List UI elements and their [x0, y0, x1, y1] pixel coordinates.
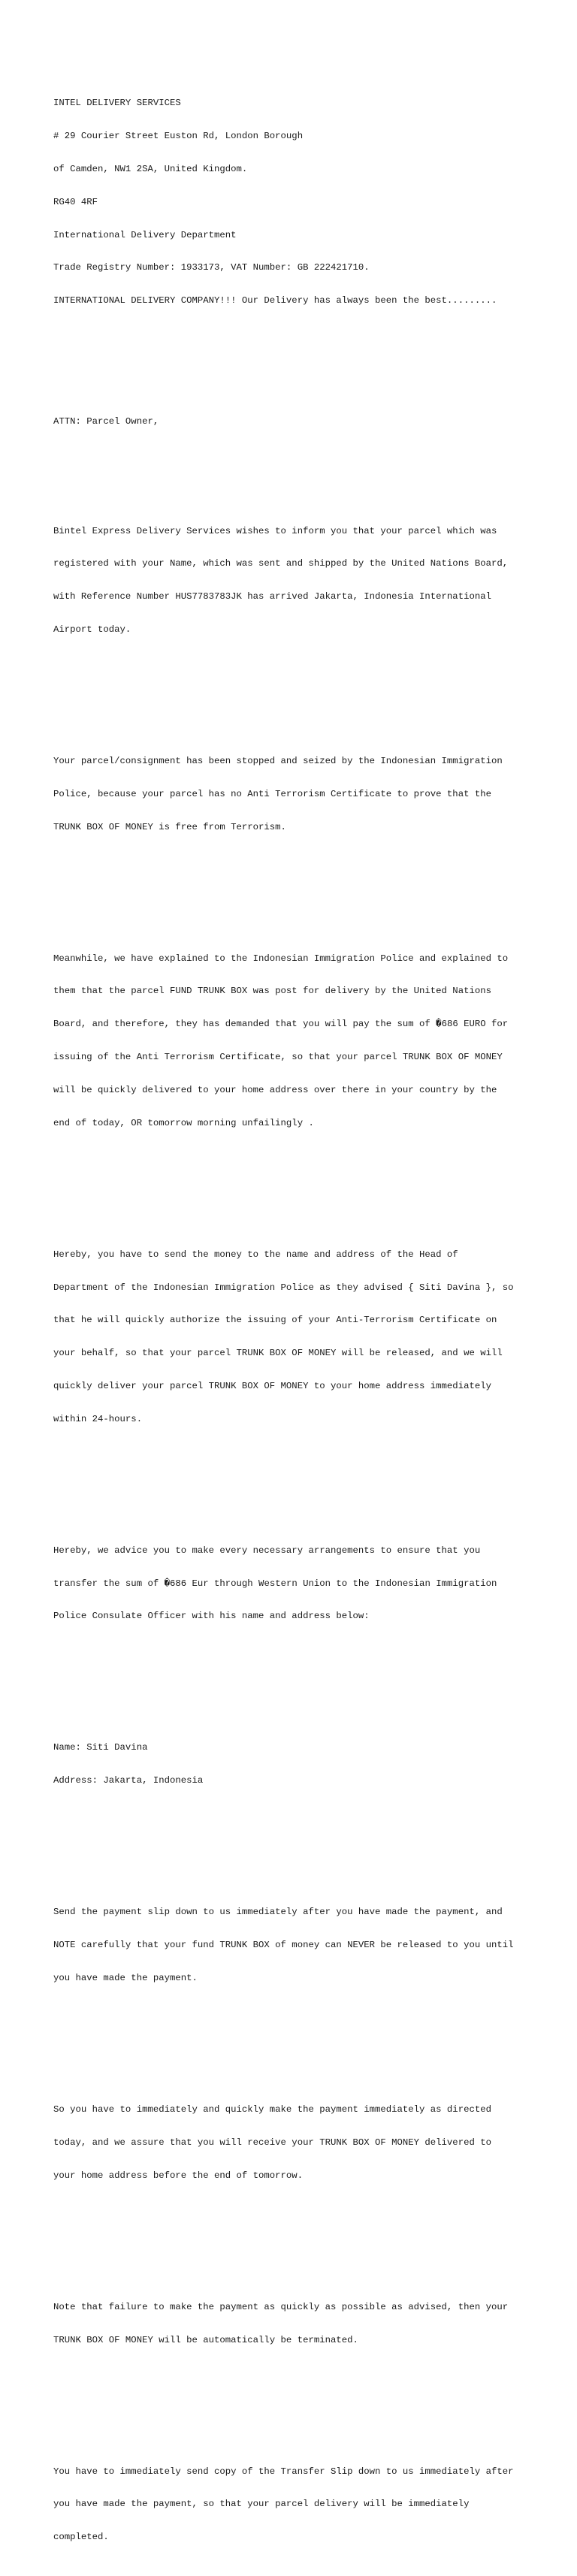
paragraph-line: Your parcel/consignment has been stopped and seized by the Indonesian Immigration: [53, 756, 503, 766]
paragraph-line: transfer the sum of �686 Eur through Western Union to the Indonesian Immigration: [53, 1578, 497, 1589]
paragraph-line: TRUNK BOX OF MONEY will be automatically be terminated.: [53, 2334, 358, 2345]
paragraph-line: Hereby, we advice you to make every necessary arrangements to ensure that you: [53, 1545, 481, 1556]
paragraph-line: issuing of the Anti Terrorism Certificate, so that your parcel TRUNK BOX OF MONEY: [53, 1052, 503, 1063]
paragraph-line: Police Consulate Officer with his name and address below:: [53, 1611, 370, 1622]
paragraph-closing: [53, 2444, 549, 2565]
paragraph-line: that he will quickly authorize the issuing of your Anti-Terrorism Certificate on: [53, 1315, 497, 1326]
paragraph-line: completed.: [53, 2532, 109, 2543]
paragraph-line: You have to immediately send copy of the Transfer Slip down to us immediately after: [53, 2466, 514, 2477]
paragraph-line: with Reference Number HUS7783783JK has arrived Jakarta, Indonesia International: [53, 591, 491, 602]
company-slogan: INTERNATIONAL DELIVERY COMPANY!!! Our Delivery has always been the best.........: [53, 295, 497, 307]
paragraph-line: TRUNK BOX OF MONEY is free from Terrorism.: [53, 821, 286, 832]
paragraph-warning: [53, 2280, 549, 2368]
registry-info: Trade Registry Number: 1933173, VAT Number: GB 222421710.: [53, 262, 370, 273]
paragraph-send-money: [53, 1228, 549, 1447]
paragraph-transfer: [53, 1524, 549, 1644]
recipient-address: Address: Jakarta, Indonesia: [53, 1775, 204, 1786]
recipient-details: [53, 1720, 549, 1808]
paragraph-line: end of today, OR tomorrow morning unfailingly .: [53, 1117, 314, 1128]
paragraph-line: your home address before the end of tomorrow.: [53, 2170, 304, 2181]
paragraph-fee-demand: [53, 932, 549, 1151]
paragraph-line: quickly deliver your parcel TRUNK BOX OF MONEY to your home address immediately: [53, 1380, 491, 1391]
paragraph-line: Hereby, you have to send the money to the name and address of the Head of: [53, 1249, 458, 1260]
paragraph-line: you have made the payment.: [53, 1972, 198, 1983]
address-line-2: of Camden, NW1 2SA, United Kingdom.: [53, 163, 248, 174]
paragraph-line: Department of the Indonesian Immigration Police as they advised { Siti Davina }, so: [53, 1282, 514, 1293]
paragraph-payment-slip: [53, 1885, 549, 2006]
salutation: ATTN: Parcel Owner,: [53, 415, 159, 427]
paragraph-line: Police, because your parcel has no Anti Terrorism Certificate to prove that the: [53, 788, 491, 799]
paragraph-line: Note that failure to make the payment as quickly as possible as advised, then your: [53, 2301, 509, 2312]
paragraph-line: NOTE carefully that your fund TRUNK BOX of money can NEVER be released to you until: [53, 1940, 514, 1951]
paragraph-line: Send the payment slip down to us immediately after you have made the payment, and: [53, 1907, 503, 1918]
paragraph-line: today, and we assure that you will receive your TRUNK BOX OF MONEY delivered to: [53, 2137, 491, 2148]
address-line-1: # 29 Courier Street Euston Rd, London Borough: [53, 131, 304, 142]
paragraph-line: will be quickly delivered to your home address over there in your country by the: [53, 1084, 497, 1095]
letter-document: [53, 54, 549, 2576]
department: International Delivery Department: [53, 229, 237, 240]
paragraph-seized: [53, 734, 549, 855]
paragraph-line: Bintel Express Delivery Services wishes to inform you that your parcel which was: [53, 525, 497, 536]
paragraph-line: registered with your Name, which was sent and shipped by the United Nations Board,: [53, 558, 509, 569]
paragraph-arrival: [53, 503, 549, 657]
company-name: INTEL DELIVERY SERVICES: [53, 98, 181, 109]
paragraph-line: your behalf, so that your parcel TRUNK BOX OF MONEY will be released, and we will: [53, 1348, 503, 1359]
paragraph-line: you have made the payment, so that your parcel delivery will be immediately: [53, 2499, 470, 2510]
paragraph-line: Meanwhile, we have explained to the Indonesian Immigration Police and explained to: [53, 953, 509, 964]
paragraph-line: them that the parcel FUND TRUNK BOX was post for delivery by the United Nations: [53, 986, 491, 997]
paragraph-line: within 24-hours.: [53, 1413, 143, 1424]
paragraph-line: So you have to immediately and quickly make the payment immediately as directed: [53, 2104, 491, 2115]
paragraph-line: Airport today.: [53, 624, 131, 635]
paragraph-line: Board, and therefore, they has demanded that you will pay the sum of �686 EURO for: [53, 1019, 509, 1030]
letterhead: [53, 76, 549, 328]
recipient-name: Name: Siti Davina: [53, 1742, 148, 1753]
postcode: RG40 4RF: [53, 196, 98, 207]
paragraph-assurance: [53, 2082, 549, 2203]
